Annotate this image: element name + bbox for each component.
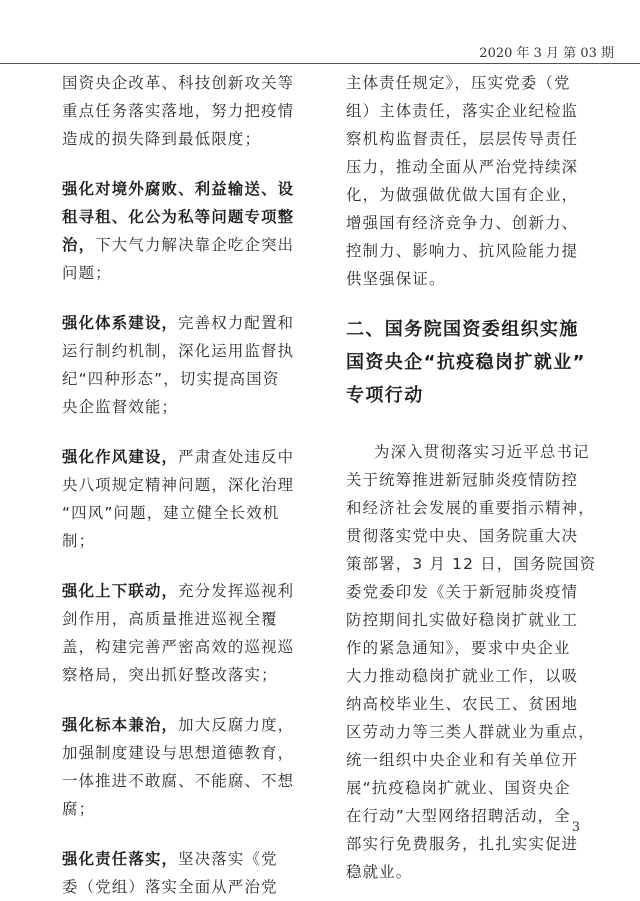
text-line: 供坚强保证。 bbox=[346, 270, 446, 288]
text-span: 严肃查处违反中 bbox=[178, 448, 295, 466]
text-line: 制； bbox=[62, 532, 96, 550]
paragraph bbox=[62, 309, 302, 421]
section-heading bbox=[346, 313, 602, 412]
text-span: 完善权力配置和 bbox=[178, 314, 295, 332]
heading-line: 二、国务院国资委组织实施 bbox=[346, 319, 579, 340]
text-line: 纳高校毕业生、农民工、贫困地 bbox=[346, 695, 579, 713]
text-line: 委（党组）落实全面从严治党 bbox=[62, 878, 278, 896]
page-number: 3 bbox=[571, 820, 580, 835]
text-line: 运行制约机制，深化运用监督执 bbox=[62, 342, 295, 360]
bold-lead: 治， bbox=[62, 236, 96, 254]
paragraph bbox=[62, 711, 302, 823]
text-line bbox=[62, 231, 302, 259]
text-line: 察格局，突出抓好整改落实； bbox=[62, 666, 278, 684]
text-line: 纪“四种形态”，切实提高国资 bbox=[62, 370, 280, 388]
header-rule bbox=[0, 63, 640, 64]
text-line: 盖，构建完善严密高效的巡视巡 bbox=[62, 638, 295, 656]
paragraph bbox=[346, 438, 602, 886]
text-line: 作的紧急通知》，要求中央企业 bbox=[346, 639, 571, 657]
text-line: 造成的损失降到最低限度； bbox=[62, 130, 262, 148]
text-span: 充分发挥巡视利 bbox=[178, 582, 295, 600]
text-line: 国资央企改革、科技创新攻关等 bbox=[62, 74, 295, 92]
bold-lead: 强化标本兼治， bbox=[62, 716, 179, 734]
text-line: 为深入贯彻落实习近平总书记 bbox=[374, 443, 590, 461]
bold-lead: 强化责任落实， bbox=[62, 850, 179, 868]
issue-label: 2020 年 3 月 第 03 期 bbox=[479, 46, 614, 61]
heading-line: 国资央企“抗疫稳岗扩就业” bbox=[346, 352, 586, 373]
paragraph bbox=[62, 69, 302, 153]
text-span: 下大气力解决靠企吃企突出 bbox=[95, 236, 295, 254]
paragraph bbox=[62, 443, 302, 555]
text-line: 关于统筹推进新冠肺炎疫情防控 bbox=[346, 471, 579, 489]
paragraph bbox=[62, 845, 302, 901]
text-line: 部实行免费服务，扎扎实实促进 bbox=[346, 835, 579, 853]
right-column bbox=[346, 69, 602, 886]
text-line: 策部署，3 月 12 日，国务院国资 bbox=[346, 555, 597, 573]
text-line: 大力推动稳岗扩就业工作，以吸 bbox=[346, 667, 579, 685]
text-line: 和经济社会发展的重要指示精神， bbox=[346, 499, 595, 517]
text-line: 加强制度建设与思想道德教育， bbox=[62, 744, 295, 762]
left-column bbox=[62, 69, 302, 901]
text-line: 强化对境外腐败、利益输送、设 bbox=[62, 180, 295, 198]
text-line bbox=[62, 309, 302, 337]
text-line: 压力，推动全面从严治党持续深 bbox=[346, 158, 579, 176]
text-line bbox=[62, 577, 302, 605]
text-line: 贯彻落实党中央、国务院重大决 bbox=[346, 527, 579, 545]
text-line: 增强国有经济竞争力、创新力、 bbox=[346, 214, 579, 232]
text-line: 腐； bbox=[62, 800, 96, 818]
paragraph bbox=[62, 175, 302, 287]
text-line: 统一组织中央企业和有关单位开 bbox=[346, 751, 579, 769]
text-span: 坚决落实《党 bbox=[178, 850, 278, 868]
text-line: 央八项规定精神问题，深化治理 bbox=[62, 476, 295, 494]
paragraph bbox=[346, 69, 602, 293]
bold-lead: 强化上下联动， bbox=[62, 582, 179, 600]
text-line: 央企监督效能； bbox=[62, 398, 179, 416]
text-line bbox=[62, 443, 302, 471]
text-line: 控制力、影响力、抗风险能力提 bbox=[346, 242, 579, 260]
bold-lead: 强化体系建设， bbox=[62, 314, 179, 332]
text-line: “四风”问题，建立健全长效机 bbox=[62, 504, 280, 522]
bold-lead: 强化作风建设， bbox=[62, 448, 179, 466]
text-line: 组）主体责任，落实企业纪检监 bbox=[346, 102, 579, 120]
paragraph bbox=[62, 577, 302, 689]
text-line: 一体推进不敢腐、不能腐、不想 bbox=[62, 772, 295, 790]
text-line: 化，为做强做优做大国有企业， bbox=[346, 186, 579, 204]
text-line: 剑作用，高质量推进巡视全覆 bbox=[62, 610, 278, 628]
text-line: 稳就业。 bbox=[346, 863, 413, 881]
text-line: 重点任务落实落地，努力把疫情 bbox=[62, 102, 295, 120]
text-line: 展“抗疫稳岗扩就业、国资央企 bbox=[346, 779, 571, 797]
text-line: 察机构监督责任，层层传导责任 bbox=[346, 130, 579, 148]
text-line: 主体责任规定》，压实党委（党 bbox=[346, 74, 571, 92]
text-span: 加大反腐力度， bbox=[178, 716, 295, 734]
text-line: 问题； bbox=[62, 264, 112, 282]
text-line: 委党委印发《关于新冠肺炎疫情 bbox=[346, 583, 579, 601]
text-line: 区劳动力等三类人群就业为重点， bbox=[346, 723, 595, 741]
text-line: 防控期间扎实做好稳岗扩就业工 bbox=[346, 611, 579, 629]
text-line: 租寻租、化公为私等问题专项整 bbox=[62, 208, 295, 226]
heading-line: 专项行动 bbox=[346, 385, 424, 406]
text-line bbox=[62, 711, 302, 739]
text-line: 在行动”大型网络招聘活动，全 bbox=[346, 807, 571, 825]
